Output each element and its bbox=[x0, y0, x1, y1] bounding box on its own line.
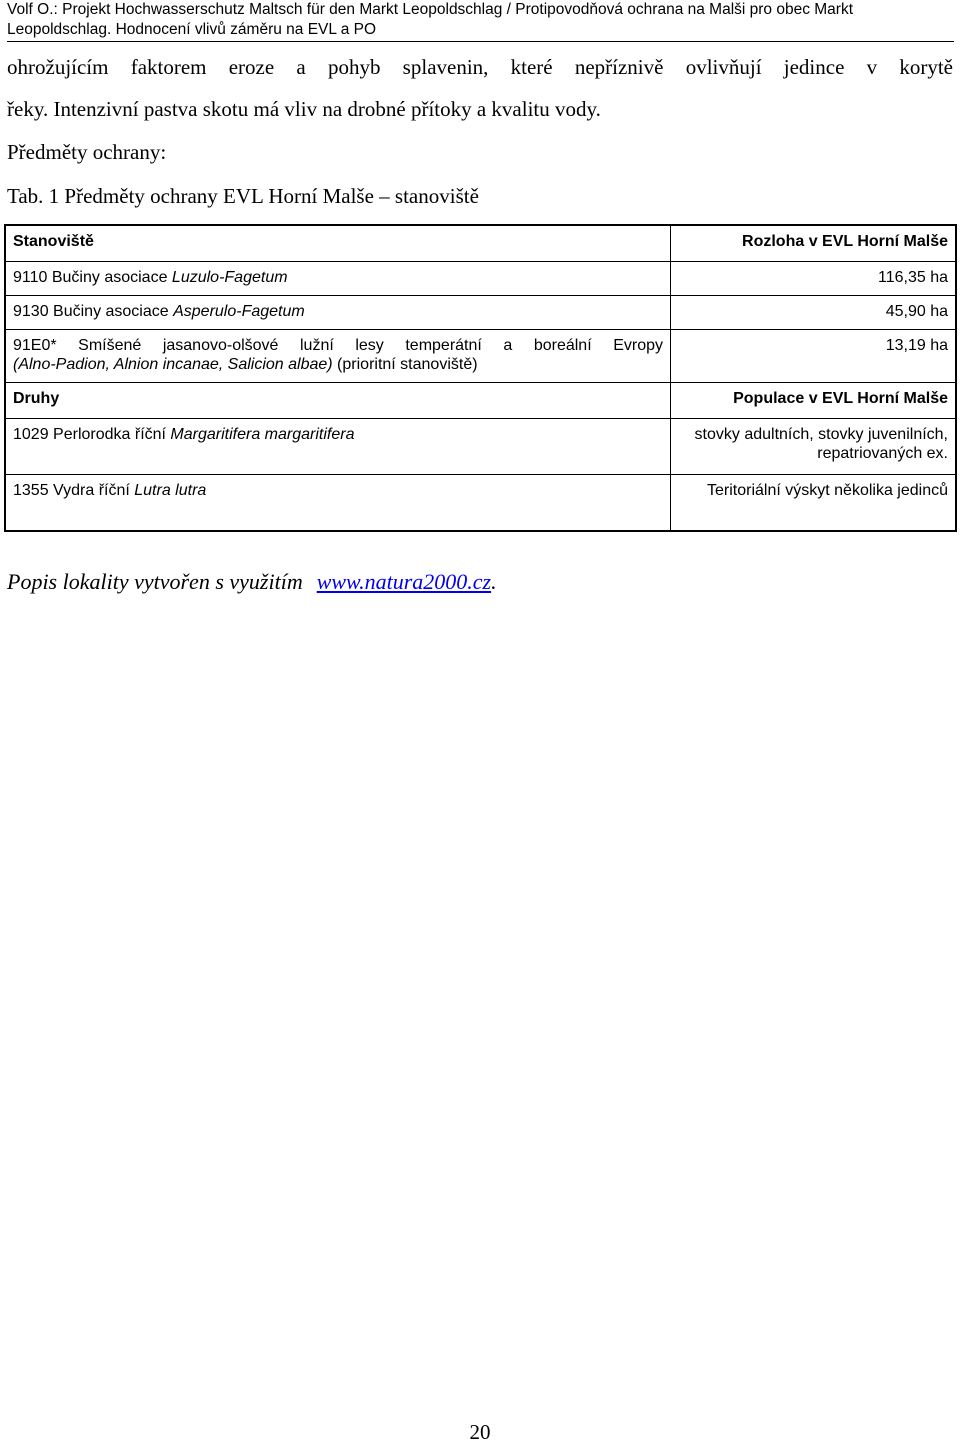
header-divider bbox=[7, 41, 954, 42]
species-name bbox=[5, 475, 671, 532]
page-header bbox=[7, 0, 955, 40]
species-header: Druhy bbox=[5, 383, 671, 419]
habitat-area: 45,90 ha bbox=[671, 296, 957, 330]
table-row bbox=[5, 296, 956, 330]
body-paragraph-1: ohrožujícím faktorem eroze a pohyb splavenin, které nepříznivě ovlivňují jedince v korytě bbox=[7, 55, 953, 79]
species-population: Teritoriální výskyt několika jedinců bbox=[671, 475, 957, 532]
table-row bbox=[5, 419, 956, 475]
habitat-prefix: 9130 Bučiny asociace bbox=[13, 303, 174, 320]
habitats-header: Stanoviště bbox=[5, 225, 671, 262]
habitat-latin-name: (Alno-Padion, Alnion incanae, Salicion albae) bbox=[13, 356, 333, 373]
species-latin-name: Margaritifera margaritifera bbox=[170, 426, 355, 443]
table-row bbox=[5, 262, 956, 296]
header-line-2: Leopoldschlag. Hodnocení vlivů záměru na EVL a PO bbox=[7, 21, 377, 38]
header-line-1: Volf O.: Projekt Hochwasserschutz Maltsch für den Markt Leopoldschlag / Protipovodňová ochrana na Malši pro obec Markt bbox=[7, 1, 854, 18]
habitat-line: 91E0* Smíšené jasanovo-olšové lužní lesy temperátní a boreální Evropy bbox=[13, 337, 663, 354]
species-header-row bbox=[5, 383, 956, 419]
table-row bbox=[5, 330, 956, 383]
habitat-latin-name: Asperulo-Fagetum bbox=[173, 303, 305, 320]
habitat-latin-name: Luzulo-Fagetum bbox=[171, 269, 288, 286]
source-text: Popis lokality vytvořen s využitím bbox=[7, 569, 303, 594]
source-link[interactable]: www.natura2000.cz bbox=[316, 569, 492, 594]
population-header: Populace v EVL Horní Malše bbox=[671, 383, 957, 419]
species-prefix: 1355 Vydra říční bbox=[13, 482, 135, 499]
habitat-area: 116,35 ha bbox=[671, 262, 957, 296]
habitat-name bbox=[5, 262, 671, 296]
table-caption: Tab. 1 Předměty ochrany EVL Horní Malše – stanoviště bbox=[7, 184, 479, 208]
body-paragraph-2: řeky. Intenzivní pastva skotu má vliv na drobné přítoky a kvalitu vody. bbox=[7, 97, 601, 121]
table-row bbox=[5, 475, 956, 532]
habitat-area: 13,19 ha bbox=[671, 330, 957, 383]
table-header-row bbox=[5, 225, 956, 262]
subheading: Předměty ochrany: bbox=[7, 140, 167, 164]
species-population: stovky adultních, stovky juvenilních, repatriovaných ex. bbox=[671, 419, 957, 475]
habitat-name bbox=[5, 330, 671, 383]
habitat-name bbox=[5, 296, 671, 330]
habitat-suffix: (prioritní stanoviště) bbox=[332, 356, 478, 373]
habitat-line bbox=[13, 355, 663, 374]
species-latin-name: Lutra lutra bbox=[134, 482, 207, 499]
protection-subjects-table bbox=[4, 224, 957, 532]
source-note bbox=[7, 570, 497, 594]
source-end: . bbox=[491, 569, 497, 594]
species-prefix: 1029 Perlorodka říční bbox=[13, 426, 171, 443]
habitat-prefix: 9110 Bučiny asociace bbox=[13, 269, 172, 286]
area-header: Rozloha v EVL Horní Malše bbox=[671, 225, 957, 262]
species-name bbox=[5, 419, 671, 475]
page-number: 20 bbox=[469, 1420, 491, 1444]
